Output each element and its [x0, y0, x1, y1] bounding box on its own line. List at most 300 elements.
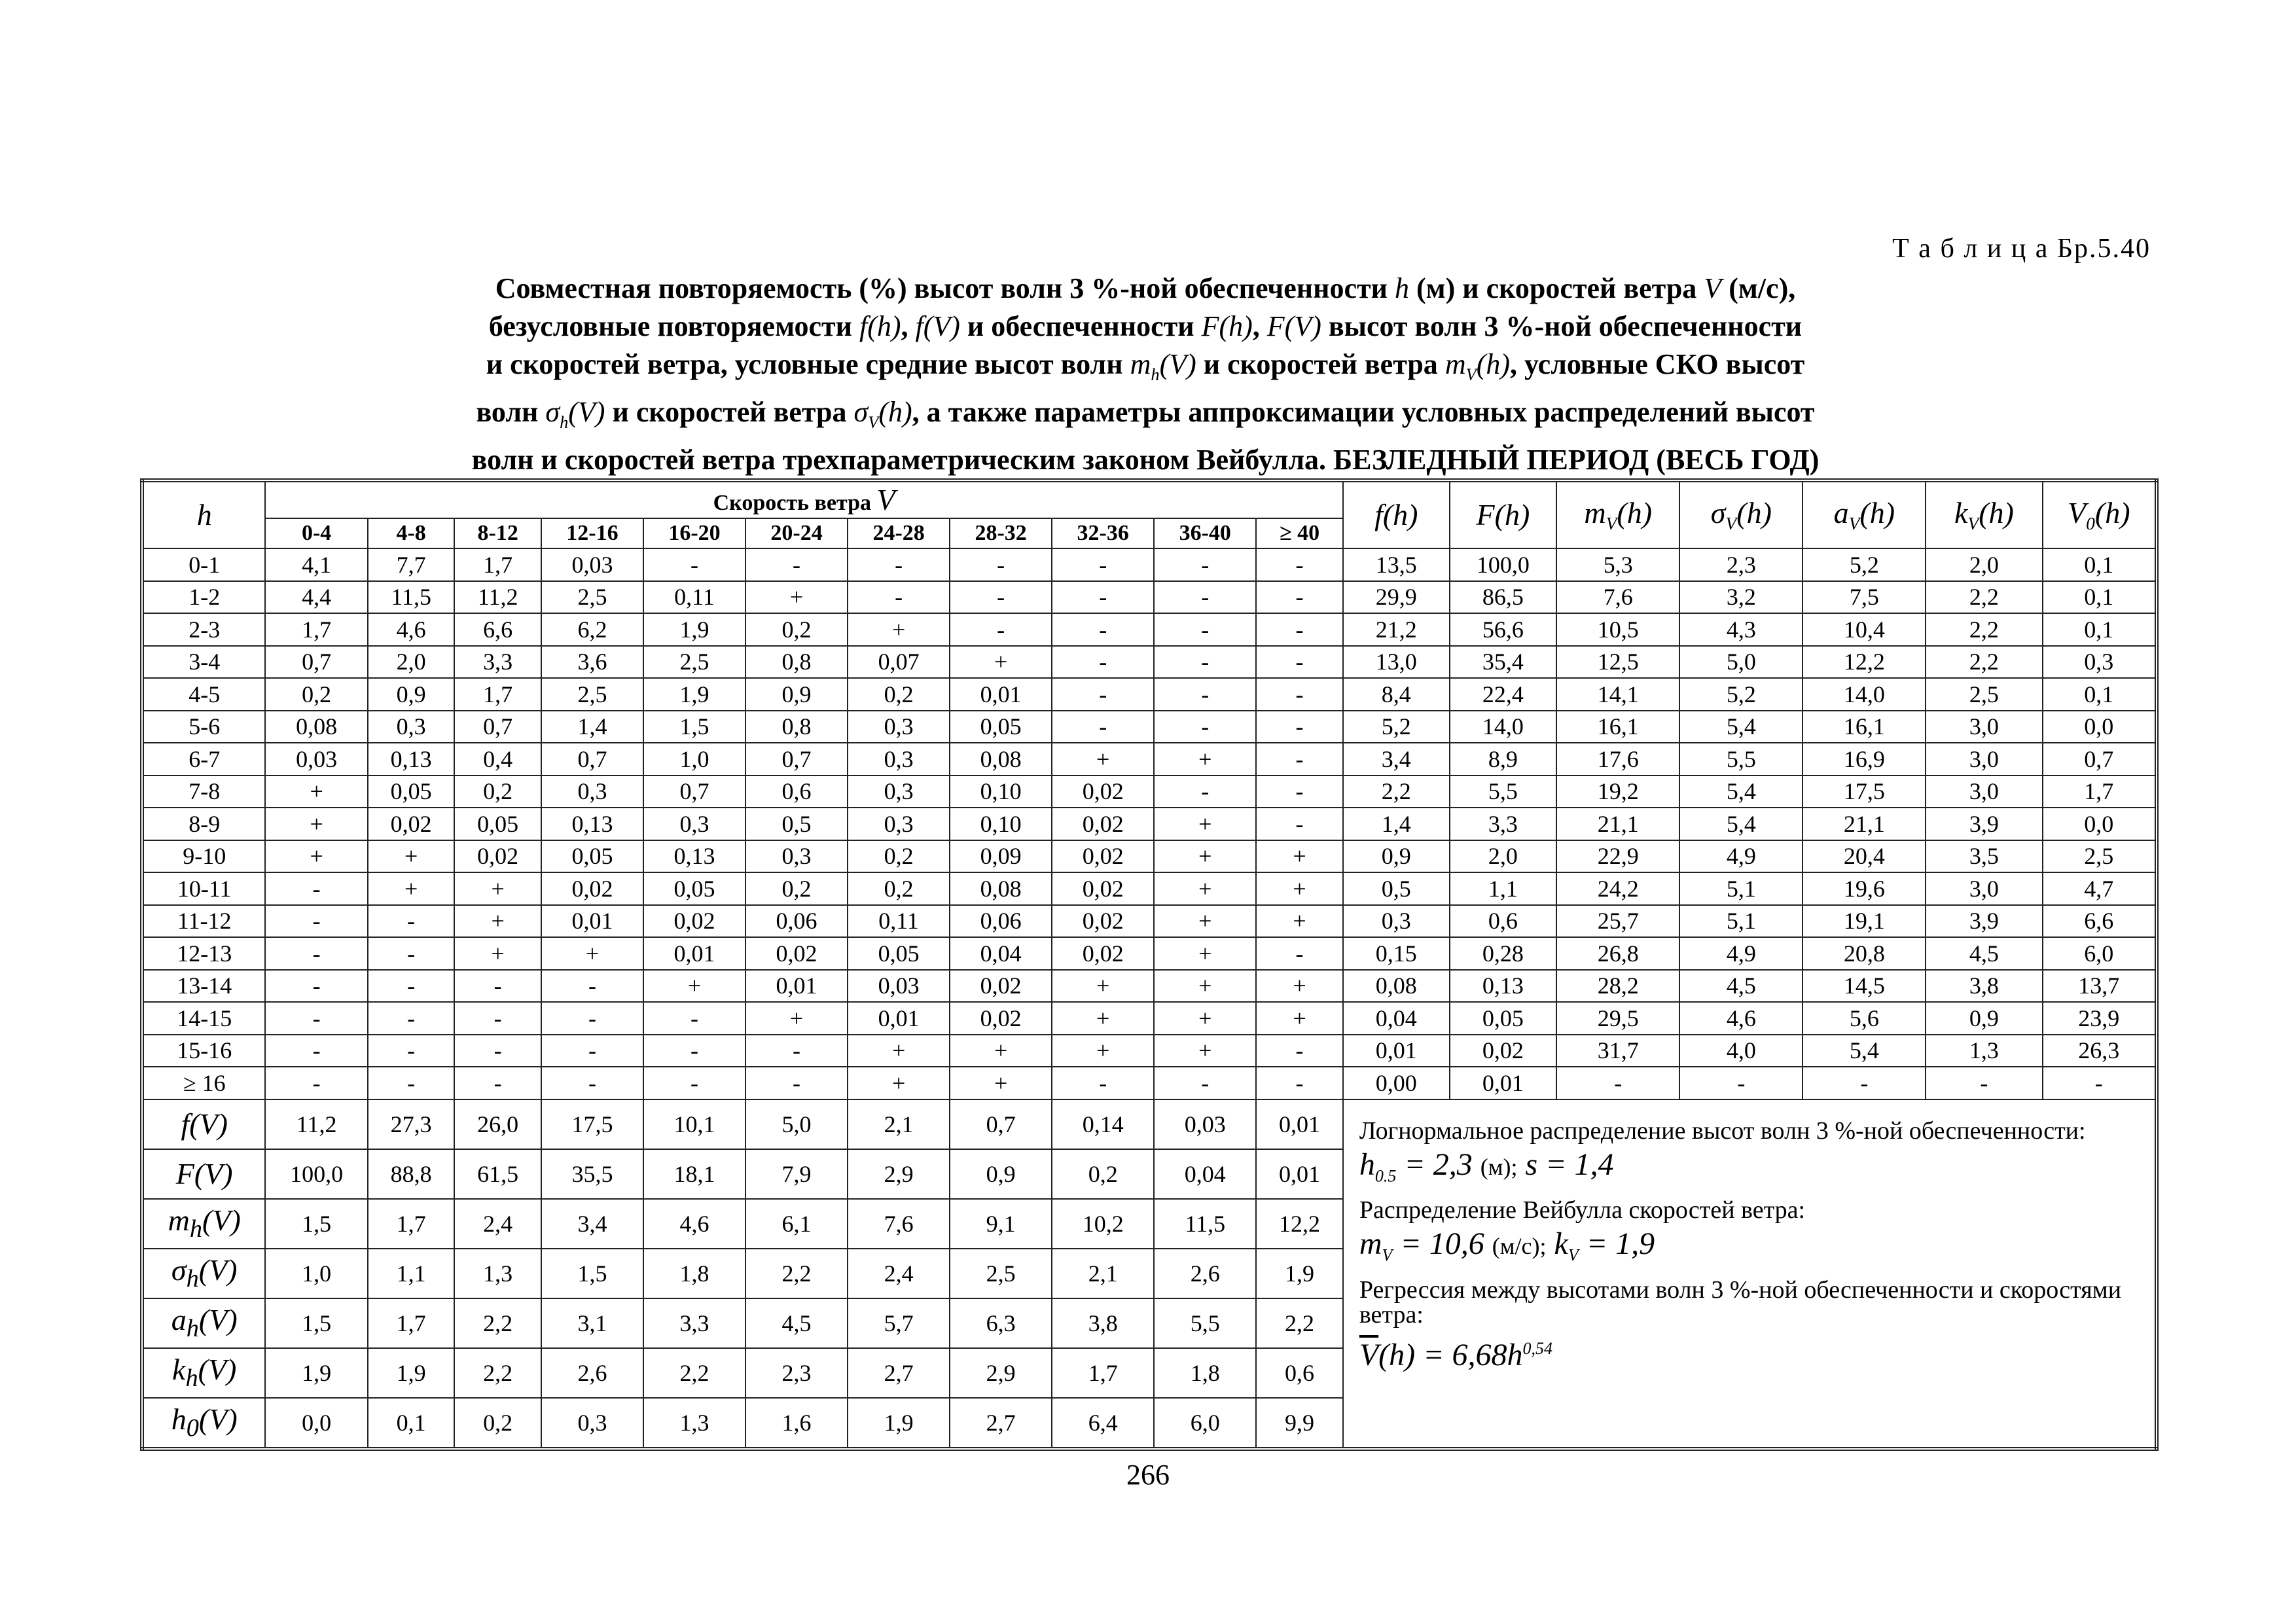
summary-cell: 7,9 [745, 1149, 848, 1199]
frequency-cell: 0,02 [368, 808, 455, 840]
stat-cell: 5,4 [1679, 808, 1803, 840]
h-range-cell: 10-11 [142, 872, 265, 905]
frequency-cell: - [1256, 548, 1343, 581]
stat-cell: 5,2 [1343, 711, 1450, 743]
frequency-cell: + [1052, 743, 1154, 776]
stat-cell: 0,08 [1343, 970, 1450, 1003]
summary-cell: 2,6 [541, 1348, 643, 1398]
table-row [142, 937, 2157, 970]
frequency-cell: 1,5 [643, 711, 745, 743]
frequency-cell: + [950, 1035, 1052, 1067]
stat-cell: 2,2 [1926, 613, 2042, 646]
summary-cell: 9,1 [950, 1199, 1052, 1249]
frequency-cell: 7,7 [368, 548, 455, 581]
stat-cell: 5,1 [1679, 872, 1803, 905]
frequency-cell: - [454, 1067, 541, 1099]
h-range-cell: 2-3 [142, 613, 265, 646]
summary-cell: 6,1 [745, 1199, 848, 1249]
frequency-cell: 6,2 [541, 613, 643, 646]
stat-cell: 21,1 [1556, 808, 1679, 840]
summary-cell: 1,3 [454, 1249, 541, 1298]
frequency-cell: + [848, 613, 950, 646]
frequency-cell: + [1154, 1002, 1256, 1035]
stat-cell: 3,4 [1343, 743, 1450, 776]
frequency-cell: 0,3 [848, 776, 950, 808]
stat-cell: - [1556, 1067, 1679, 1099]
frequency-cell: - [1154, 711, 1256, 743]
frequency-cell: 0,02 [1052, 937, 1154, 970]
frequency-cell: 0,3 [643, 808, 745, 840]
summary-cell: 5,7 [848, 1298, 950, 1348]
summary-cell: 3,3 [643, 1298, 745, 1348]
stat-cell: 31,7 [1556, 1035, 1679, 1067]
frequency-cell: + [1052, 1002, 1154, 1035]
frequency-cell: 0,3 [745, 840, 848, 873]
summary-cell: 6,0 [1154, 1398, 1256, 1449]
stat-cell: 4,0 [1679, 1035, 1803, 1067]
stat-cell: 16,1 [1556, 711, 1679, 743]
stat-cell: 2,0 [1926, 548, 2042, 581]
summary-cell: 35,5 [541, 1149, 643, 1199]
speed-column-header: 36-40 [1154, 518, 1256, 548]
speed-column-header: 0-4 [265, 518, 367, 548]
stat-cell: 19,1 [1803, 905, 1926, 938]
frequency-cell: 0,13 [643, 840, 745, 873]
stat-cell: 5,4 [1803, 1035, 1926, 1067]
frequency-cell: 0,7 [541, 743, 643, 776]
stat-cell: 2,3 [1679, 548, 1803, 581]
stat-cell: 3,0 [1926, 776, 2042, 808]
frequency-cell: 1,7 [454, 548, 541, 581]
stat-cell: 0,9 [1926, 1002, 2042, 1035]
summary-cell: 0,14 [1052, 1099, 1154, 1149]
summary-cell: 6,4 [1052, 1398, 1154, 1449]
stat-cell: 4,5 [1926, 937, 2042, 970]
h-range-cell: 12-13 [142, 937, 265, 970]
stat-cell: 23,9 [2043, 1002, 2157, 1035]
stat-cell: 17,6 [1556, 743, 1679, 776]
summary-cell: 17,5 [541, 1099, 643, 1149]
frequency-cell: - [454, 970, 541, 1003]
stat-cell: 4,6 [1679, 1002, 1803, 1035]
frequency-cell: 4,4 [265, 581, 367, 614]
frequency-cell: 6,6 [454, 613, 541, 646]
stat-cell: 86,5 [1450, 581, 1556, 614]
stat-cell: 2,0 [1450, 840, 1556, 873]
table-row [142, 743, 2157, 776]
summary-row-label: $\sigma_h(V)$ [142, 1249, 265, 1298]
frequency-cell: - [1256, 776, 1343, 808]
stat-cell: 5,2 [1803, 548, 1926, 581]
frequency-cell: 0,02 [1052, 776, 1154, 808]
frequency-cell: 0,07 [848, 646, 950, 679]
frequency-cell: + [1154, 905, 1256, 938]
frequency-cell: + [454, 905, 541, 938]
summary-cell: 26,0 [454, 1099, 541, 1149]
frequency-cell: + [368, 840, 455, 873]
stat-cell: 22,9 [1556, 840, 1679, 873]
frequency-cell: + [1256, 970, 1343, 1003]
h-range-cell: 15-16 [142, 1035, 265, 1067]
summary-row-label: $m_h(V)$ [142, 1199, 265, 1249]
stat-cell: 2,5 [2043, 840, 2157, 873]
stat-cell: 13,7 [2043, 970, 2157, 1003]
frequency-cell: - [745, 548, 848, 581]
stat-cell: 3,0 [1926, 711, 2042, 743]
stat-cell: 5,5 [1450, 776, 1556, 808]
frequency-cell: + [848, 1067, 950, 1099]
speed-column-header: 4-8 [368, 518, 455, 548]
frequency-cell: 0,2 [265, 678, 367, 711]
right-col-header: F(h) [1450, 480, 1556, 548]
summary-row [142, 1099, 2157, 1149]
stat-cell: 5,2 [1679, 678, 1803, 711]
frequency-cell: - [1154, 646, 1256, 679]
frequency-cell: 0,3 [848, 743, 950, 776]
frequency-cell: - [1256, 581, 1343, 614]
frequency-cell: - [1256, 711, 1343, 743]
summary-cell: 10,1 [643, 1099, 745, 1149]
frequency-cell: 0,2 [848, 678, 950, 711]
summary-cell: 0,2 [454, 1398, 541, 1449]
stat-cell: 14,5 [1803, 970, 1926, 1003]
table-row [142, 678, 2157, 711]
h-range-cell: 0-1 [142, 548, 265, 581]
speed-column-header: 12-16 [541, 518, 643, 548]
summary-cell: 0,7 [950, 1099, 1052, 1149]
frequency-cell: 0,11 [848, 905, 950, 938]
frequency-cell: 0,05 [950, 711, 1052, 743]
stat-cell: 0,04 [1343, 1002, 1450, 1035]
frequency-cell: - [848, 548, 950, 581]
frequency-cell: + [848, 1035, 950, 1067]
summary-cell: 0,9 [950, 1149, 1052, 1199]
frequency-cell: 1,9 [643, 613, 745, 646]
summary-row-label: $a_h(V)$ [142, 1298, 265, 1348]
summary-cell: 1,9 [265, 1348, 367, 1398]
stat-cell: 1,1 [1450, 872, 1556, 905]
table-row [142, 613, 2157, 646]
table-row [142, 808, 2157, 840]
frequency-cell: - [1256, 1067, 1343, 1099]
frequency-cell: 0,03 [848, 970, 950, 1003]
stat-cell: 5,0 [1679, 646, 1803, 679]
frequency-cell: 0,7 [745, 743, 848, 776]
frequency-cell: 0,01 [745, 970, 848, 1003]
summary-cell: 1,9 [1256, 1249, 1343, 1298]
frequency-cell: 0,01 [541, 905, 643, 938]
frequency-cell: - [1052, 1067, 1154, 1099]
summary-cell: 1,5 [265, 1298, 367, 1348]
summary-cell: 1,9 [368, 1348, 455, 1398]
stat-cell: 3,3 [1450, 808, 1556, 840]
speed-header: Скорость ветра V [265, 480, 1342, 518]
stat-cell: 6,0 [2043, 937, 2157, 970]
frequency-cell: 0,7 [265, 646, 367, 679]
frequency-cell: 0,3 [368, 711, 455, 743]
frequency-cell: 11,5 [368, 581, 455, 614]
frequency-cell: - [265, 937, 367, 970]
summary-cell: 2,9 [848, 1149, 950, 1199]
frequency-cell: + [745, 1002, 848, 1035]
stat-cell: 0,15 [1343, 937, 1450, 970]
frequency-cell: + [1256, 905, 1343, 938]
frequency-cell: - [265, 1035, 367, 1067]
stat-cell: 3,5 [1926, 840, 2042, 873]
summary-cell: 0,2 [1052, 1149, 1154, 1199]
frequency-cell: - [541, 1067, 643, 1099]
stat-cell: 16,9 [1803, 743, 1926, 776]
lognormal-params: $h_{0.5} = 2,3$ (м); s = 1,4 [1359, 1147, 1614, 1186]
summary-cell: 6,3 [950, 1298, 1052, 1348]
summary-cell: 3,1 [541, 1298, 643, 1348]
summary-cell: 4,5 [745, 1298, 848, 1348]
stat-cell: 6,6 [2043, 905, 2157, 938]
summary-cell: 2,2 [454, 1348, 541, 1398]
frequency-cell: 0,3 [848, 711, 950, 743]
frequency-cell: + [265, 776, 367, 808]
frequency-cell: 0,05 [643, 872, 745, 905]
frequency-cell: - [368, 1002, 455, 1035]
lognormal-note: Логнормальное распределение высот волн 3 %-ной обеспеченности: [1359, 1116, 2086, 1145]
frequency-cell: - [1052, 646, 1154, 679]
stat-cell: 0,13 [1450, 970, 1556, 1003]
frequency-cell: 0,08 [950, 743, 1052, 776]
stat-cell: 29,5 [1556, 1002, 1679, 1035]
table-row [142, 840, 2157, 873]
stat-cell: 4,5 [1679, 970, 1803, 1003]
frequency-cell: 0,08 [950, 872, 1052, 905]
h-range-cell: 4-5 [142, 678, 265, 711]
frequency-cell: + [265, 840, 367, 873]
frequency-cell: - [1154, 776, 1256, 808]
frequency-cell: - [1256, 1035, 1343, 1067]
frequency-cell: 0,02 [454, 840, 541, 873]
summary-cell: 2,6 [1154, 1249, 1256, 1298]
frequency-cell: 2,5 [541, 581, 643, 614]
frequency-cell: 0,9 [745, 678, 848, 711]
frequency-cell: + [454, 872, 541, 905]
frequency-cell: 1,7 [454, 678, 541, 711]
summary-cell: 0,01 [1256, 1149, 1343, 1199]
frequency-cell: + [1052, 970, 1154, 1003]
stat-cell: 0,02 [1450, 1035, 1556, 1067]
frequency-cell: - [1256, 646, 1343, 679]
frequency-cell: 1,9 [643, 678, 745, 711]
summary-cell: 1,0 [265, 1249, 367, 1298]
speed-column-header: 24-28 [848, 518, 950, 548]
summary-cell: 1,7 [368, 1298, 455, 1348]
stat-cell: 0,1 [2043, 613, 2157, 646]
stat-cell: 8,9 [1450, 743, 1556, 776]
frequency-cell: 0,02 [1052, 905, 1154, 938]
stat-cell: 19,6 [1803, 872, 1926, 905]
table-row [142, 1067, 2157, 1099]
frequency-cell: - [1052, 548, 1154, 581]
frequency-cell: - [950, 613, 1052, 646]
stat-cell: 0,05 [1450, 1002, 1556, 1035]
frequency-cell: 0,02 [950, 970, 1052, 1003]
stat-cell: 24,2 [1556, 872, 1679, 905]
stat-cell: 12,2 [1803, 646, 1926, 679]
right-col-header: $V_0(h)$ [2043, 480, 2157, 548]
frequency-cell: + [1052, 1035, 1154, 1067]
frequency-cell: 0,05 [848, 937, 950, 970]
frequency-cell: - [454, 1035, 541, 1067]
summary-cell: 88,8 [368, 1149, 455, 1199]
frequency-cell: - [368, 905, 455, 938]
frequency-cell: 0,11 [643, 581, 745, 614]
stat-cell: 0,1 [2043, 581, 2157, 614]
stat-cell: 0,3 [2043, 646, 2157, 679]
stat-cell: 29,9 [1343, 581, 1450, 614]
frequency-cell: 0,06 [950, 905, 1052, 938]
table-row [142, 548, 2157, 581]
frequency-cell: - [848, 581, 950, 614]
stat-cell: 5,5 [1679, 743, 1803, 776]
stat-cell: 35,4 [1450, 646, 1556, 679]
frequency-cell: - [1256, 808, 1343, 840]
frequency-cell: 0,5 [745, 808, 848, 840]
summary-row-label: $h_0(V)$ [142, 1398, 265, 1449]
stat-cell: 25,7 [1556, 905, 1679, 938]
frequency-cell: - [1256, 678, 1343, 711]
frequency-cell: 0,03 [541, 548, 643, 581]
frequency-cell: - [1052, 711, 1154, 743]
frequency-cell: - [265, 970, 367, 1003]
h-range-cell: 8-9 [142, 808, 265, 840]
summary-cell: 61,5 [454, 1149, 541, 1199]
speed-column-header: 28-32 [950, 518, 1052, 548]
speed-column-header: 32-36 [1052, 518, 1154, 548]
frequency-cell: 0,04 [950, 937, 1052, 970]
frequency-cell: 0,3 [541, 776, 643, 808]
summary-cell: 1,8 [1154, 1348, 1256, 1398]
summary-cell: 2,2 [745, 1249, 848, 1298]
frequency-cell: - [1154, 1067, 1256, 1099]
stat-cell: - [1679, 1067, 1803, 1099]
frequency-cell: 0,05 [541, 840, 643, 873]
stat-cell: 3,0 [1926, 872, 2042, 905]
stat-cell: 7,5 [1803, 581, 1926, 614]
stat-cell: 4,7 [2043, 872, 2157, 905]
right-col-header: $m_V(h)$ [1556, 480, 1679, 548]
frequency-cell: 0,8 [745, 711, 848, 743]
table-row [142, 970, 2157, 1003]
stat-cell: 22,4 [1450, 678, 1556, 711]
summary-cell: 3,8 [1052, 1298, 1154, 1348]
frequency-cell: 11,2 [454, 581, 541, 614]
stat-cell: 5,6 [1803, 1002, 1926, 1035]
frequency-cell: 2,5 [643, 646, 745, 679]
h-header: h [142, 480, 265, 548]
summary-cell: 1,6 [745, 1398, 848, 1449]
frequency-cell: 0,03 [265, 743, 367, 776]
summary-cell: 1,7 [1052, 1348, 1154, 1398]
stat-cell: 0,0 [2043, 808, 2157, 840]
frequency-cell: 1,7 [265, 613, 367, 646]
frequency-cell: - [745, 1035, 848, 1067]
stat-cell: 0,1 [2043, 678, 2157, 711]
stat-cell: 0,6 [1450, 905, 1556, 938]
frequency-cell: 0,10 [950, 808, 1052, 840]
frequency-cell: - [950, 548, 1052, 581]
right-col-header: $a_V(h)$ [1803, 480, 1926, 548]
stat-cell: - [1926, 1067, 2042, 1099]
stat-cell: 3,9 [1926, 905, 2042, 938]
right-col-header: f(h) [1343, 480, 1450, 548]
stat-cell: 5,3 [1556, 548, 1679, 581]
stat-cell: 2,2 [1343, 776, 1450, 808]
frequency-cell: - [265, 872, 367, 905]
frequency-cell: + [1256, 840, 1343, 873]
frequency-cell: 0,09 [950, 840, 1052, 873]
frequency-cell: 0,02 [1052, 872, 1154, 905]
frequency-cell: + [1154, 1035, 1256, 1067]
summary-cell: 7,6 [848, 1199, 950, 1249]
weibull-params: $m_V = 10,6$ (м/с); $k_V = 1,9$ [1359, 1226, 1655, 1265]
summary-cell: 12,2 [1256, 1199, 1343, 1249]
speed-column-header: 20-24 [745, 518, 848, 548]
frequency-cell: - [745, 1067, 848, 1099]
right-col-header: $k_V(h)$ [1926, 480, 2042, 548]
stat-cell: 8,4 [1343, 678, 1450, 711]
stat-cell: 3,2 [1679, 581, 1803, 614]
frequency-cell: 0,02 [745, 937, 848, 970]
frequency-cell: - [265, 1067, 367, 1099]
summary-cell: 2,9 [950, 1348, 1052, 1398]
frequency-cell: - [643, 1067, 745, 1099]
stat-cell: 4,9 [1679, 840, 1803, 873]
stat-cell: 1,4 [1343, 808, 1450, 840]
summary-cell: 0,03 [1154, 1099, 1256, 1149]
frequency-cell: 0,13 [368, 743, 455, 776]
stat-cell: 21,2 [1343, 613, 1450, 646]
stat-cell: 0,00 [1343, 1067, 1450, 1099]
frequency-cell: - [643, 1002, 745, 1035]
stat-cell: 5,4 [1679, 711, 1803, 743]
summary-cell: 0,01 [1256, 1099, 1343, 1149]
frequency-cell: - [1052, 678, 1154, 711]
stat-cell: 0,0 [2043, 711, 2157, 743]
frequency-cell: - [541, 970, 643, 1003]
frequency-cell: + [950, 646, 1052, 679]
summary-cell: 1,1 [368, 1249, 455, 1298]
frequency-cell: - [1052, 613, 1154, 646]
frequency-cell: + [1154, 872, 1256, 905]
table-caption: Совместная повторяемость (%) высот волн 3 %-ной обеспеченности h (м) и скоростей ветра V (м/с), безусловные повторяемости f(h), f(V) и обеспеченности F(h), F(V) высот волн 3 %-ной обеспеченности и скоростей ветра, условные средние высот волн $m_h(V)$ и скоростей ветра $m_V(h)$, условные СКО высот волн $\sigma_h(V)$ и скоростей ветра $\sigma_V(h)$, а также параметры аппроксимации условных распределений высот волн и скоростей ветра трехпараметрическим законом Вейбулла. БЕЗЛЕДНЫЙ ПЕРИОД (ВЕСЬ ГОД) [471, 272, 1820, 476]
stat-cell: 3,8 [1926, 970, 2042, 1003]
stat-cell: 10,5 [1556, 613, 1679, 646]
summary-cell: 3,4 [541, 1199, 643, 1249]
summary-cell: 1,5 [541, 1249, 643, 1298]
frequency-cell: - [541, 1002, 643, 1035]
regression-formula: $\overline{V}(h) = 6,68h^{0,54}$ [1359, 1337, 1552, 1372]
stat-cell: 0,5 [1343, 872, 1450, 905]
stat-cell: 21,1 [1803, 808, 1926, 840]
table-row [142, 905, 2157, 938]
frequency-cell: 0,05 [368, 776, 455, 808]
right-col-header: $\sigma_V(h)$ [1679, 480, 1803, 548]
summary-cell: 4,6 [643, 1199, 745, 1249]
summary-cell: 2,2 [643, 1348, 745, 1398]
summary-cell: 100,0 [265, 1149, 367, 1199]
h-range-cell: 9-10 [142, 840, 265, 873]
stat-cell: 20,4 [1803, 840, 1926, 873]
frequency-cell: - [1256, 743, 1343, 776]
frequency-cell: - [1154, 581, 1256, 614]
summary-cell: 9,9 [1256, 1398, 1343, 1449]
